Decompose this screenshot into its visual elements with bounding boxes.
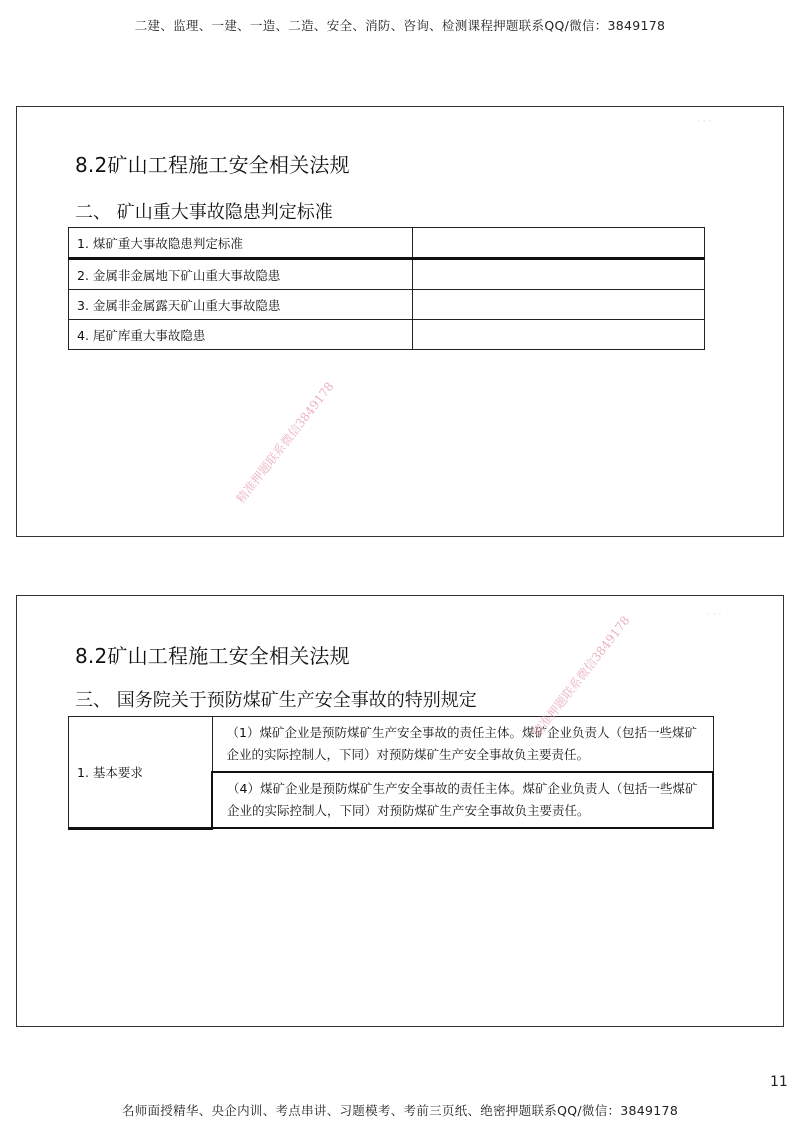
table-row: [69, 228, 705, 259]
slide-1-title: 8.2矿山工程施工安全相关法规: [75, 153, 350, 177]
table-cell: 3. 金属非金属露天矿山重大事故隐患: [69, 290, 413, 320]
table-cell: （1）煤矿企业是预防煤矿生产安全事故的责任主体。煤矿企业负责人（包括一些煤矿企业的实际控制人，下同）对预防煤矿生产安全事故负主要责任。: [212, 717, 713, 773]
slide-2-title: 8.2矿山工程施工安全相关法规: [75, 644, 350, 668]
page-footer: 名师面授精华、央企内训、考点串讲、习题模考、考前三页纸、绝密押题联系QQ/微信：3849178: [121, 1103, 679, 1118]
slide-2-section-heading: 三、 国务院关于预防煤矿生产安全事故的特别规定: [75, 690, 477, 711]
hazard-standards-table: [68, 227, 705, 350]
table-cell: 1. 煤矿重大事故隐患判定标准: [69, 228, 413, 259]
basic-requirements-table: [68, 716, 714, 830]
table-row: [69, 259, 705, 290]
page-number: 11: [770, 1074, 788, 1090]
table-cell: 2. 金属非金属地下矿山重大事故隐患: [69, 259, 413, 290]
watermark: 精准押题联系微信3849178: [529, 613, 633, 740]
watermark: 精准押题联系微信3849178: [233, 379, 337, 506]
table-cell-empty: [413, 320, 705, 350]
table-cell: 4. 尾矿库重大事故隐患: [69, 320, 413, 350]
table-cell-empty: [413, 290, 705, 320]
table-cell: （4）煤矿企业是预防煤矿生产安全事故的责任主体。煤矿企业负责人（包括一些煤矿企业的实际控制人，下同）对预防煤矿生产安全事故负主要责任。: [212, 772, 713, 828]
faint-mark: · · ·: [697, 117, 712, 127]
slide-1: [16, 106, 784, 537]
slide-2: [16, 595, 784, 1027]
table-cell-empty: [413, 259, 705, 290]
table-cell-empty: [413, 228, 705, 259]
faint-mark: · · ·: [707, 610, 722, 620]
page-header: 二建、监理、一建、一造、二造、安全、消防、咨询、检测课程押题联系QQ/微信：3849178: [134, 18, 666, 33]
table-row: [69, 320, 705, 350]
table-cell-label: 1. 基本要求: [69, 717, 213, 829]
slide-1-section-heading: 二、 矿山重大事故隐患判定标准: [75, 202, 333, 223]
table-row: [69, 290, 705, 320]
table-row: [69, 717, 714, 773]
